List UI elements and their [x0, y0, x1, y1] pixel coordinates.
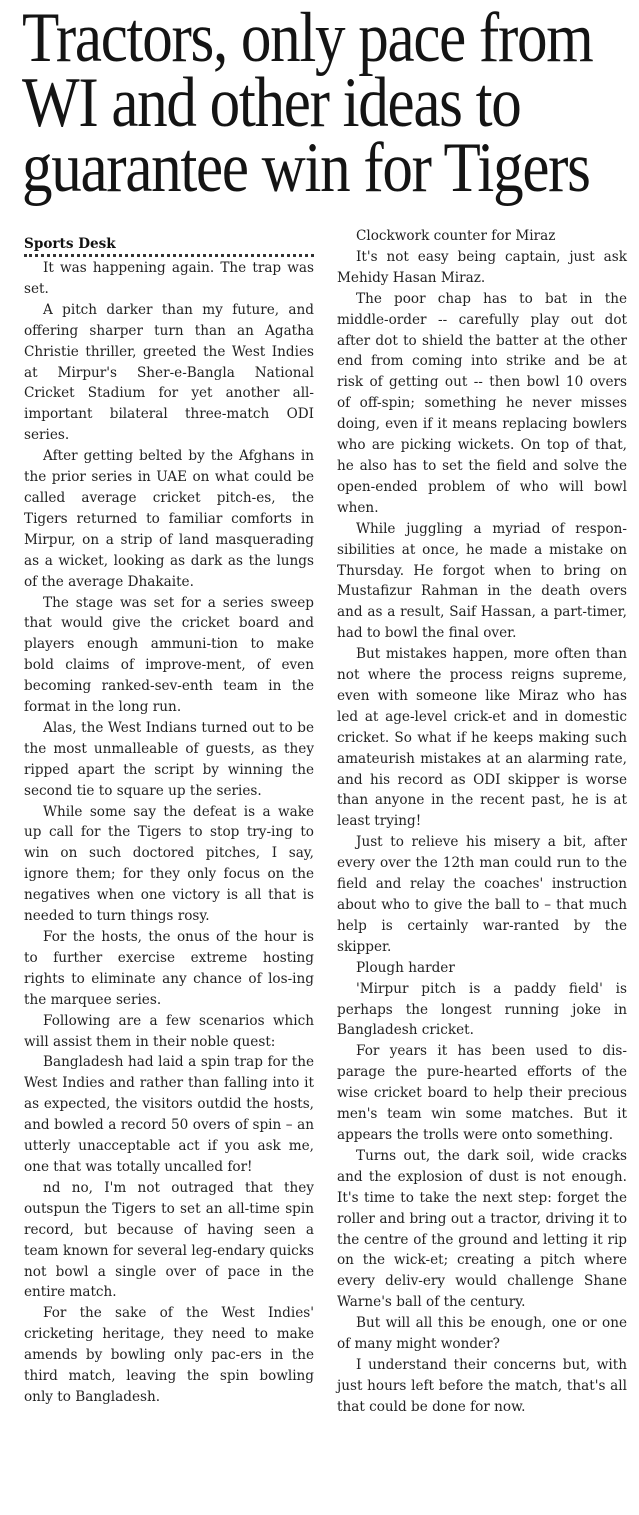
section-subhead: Plough harder [356, 959, 455, 976]
headline-line: Tractors, only pace from [22, 0, 593, 77]
section-subhead: Clockwork counter for Miraz [356, 228, 556, 244]
paragraph: The poor chap has to bat in the middle-order -- carefully play out dot after dot to shield the batter at the other end from coming into strike and be at risk of getting out -- then bowl 10 overs of off-spin; something he never misses doing, even if it means replacing bowlers who are picking wickets. On top of that, he also has to set the field and solve the open-ended problem of who will bowl when. [337, 290, 627, 516]
paragraph: While juggling a myriad of respon-sibilities at once, he made a mistake on Thursday. He forgot when to bring on Mustafizur Rahman in the death overs and as a result, Saif Hassan, a part-timer, had to bowl the final over. [337, 520, 627, 642]
paragraph: It was happening again. The trap was set. [24, 260, 314, 297]
article-column-right [337, 226, 627, 1418]
paragraph: For the hosts, the onus of the hour is to further exercise extreme hosting rights to eliminate any chance of los-ing the marquee series. [24, 929, 314, 1008]
headline [22, 0, 593, 207]
paragraph: 'Mirpur pitch is a paddy field' is perhaps the longest running joke in Bangladesh cricket. [337, 980, 627, 1039]
byline: Sports Desk [24, 234, 314, 257]
paragraph: After getting belted by the Afghans in the prior series in UAE on what could be called average cricket pitch-es, the Tigers returned to familiar comforts in Mirpur, on a strip of land masquerading as a wicket, looking as dark as the lungs of the average Dhakaite. [24, 448, 314, 590]
paragraph: Just to relieve his misery a bit, after every over the 12th man could run to the field and relay the coaches' instruction about who to give the ball to – that much help is certainly war-ranted by the skipper. [337, 834, 627, 955]
headline-line: WI and other ideas to [22, 64, 521, 142]
paragraph: Bangladesh had laid a spin trap for the West Indies and rather than falling into it as expected, the visitors outdid the hosts, and bowled a record 50 overs of spin – an utterly unacceptable act if you ask me, one that was totally uncalled for! [24, 1054, 314, 1175]
paragraph: For years it has been used to dis-parage the pure-hearted efforts of the wise cricket board to help their precious men's team win some matches. But it appears the trolls were onto something. [337, 1043, 627, 1143]
paragraph: Alas, the West Indians turned out to be the most unmalleable of guests, as they ripped apart the script by winning the second tie to square up the series. [24, 719, 314, 799]
paragraph: While some say the defeat is a wake up call for the Tigers to stop try-ing to win on such doctored pitches, I say, ignore them; for they only focus on the negatives when one victory is all that is needed to turn things rosy. [24, 803, 314, 925]
paragraph: nd no, I'm not outraged that they outspun the Tigers to set an all-time spin record, but because of having seen a team known for several leg-endary quicks not bowl a single over of pace in the entire match. [24, 1179, 314, 1301]
paragraph: But will all this be enough, one or one of many might wonder? [337, 1315, 627, 1353]
paragraph: A pitch darker than my future, and offering sharper turn than an Agatha Christie thriller, greeted the West Indies at Mirpur's Sher-e-Bangla National Cricket Stadium for yet another all-important bilateral three-match ODI series. [24, 301, 314, 444]
paragraph: For the sake of the West Indies' cricketing heritage, they need to make amends by bowling only pac-ers in the third match, leaving the spin bowling only to Bangladesh. [24, 1305, 314, 1405]
paragraph: Turns out, the dark soil, wide cracks and the explosion of dust is not enough. It's time to take the next step: forget the roller and bring out a tractor, driving it to the centre of the ground and letting it rip on the wick-et; creating a pitch where every deliv-ery would challenge Shane Warne's ball of the century. [337, 1147, 627, 1311]
paragraph: The stage was set for a series sweep that would give the cricket board and players enough ammuni-tion to make bold claims of improve-ment, of even becoming ranked-sev-enth team in the format in the long run. [24, 594, 314, 716]
paragraph: But mistakes happen, more often than not where the process reigns supreme, even with someone like Miraz who has led at age-level crick-et and in domestic cricket. So what if he keeps making such amateurish mistakes at an alarming rate, and his record as ODI skipper is worse than anyone in the recent past, he is at least trying! [337, 646, 627, 830]
article-column-left [24, 234, 314, 1408]
headline-line: guarantee win for Tigers [22, 129, 590, 207]
paragraph: I understand their concerns but, with just hours left before the match, that's all that could be done for now. [337, 1356, 627, 1415]
paragraph: Following are a few scenarios which will assist them in their noble quest: [24, 1012, 314, 1050]
paragraph: It's not easy being captain, just ask Mehidy Hasan Miraz. [337, 248, 627, 286]
